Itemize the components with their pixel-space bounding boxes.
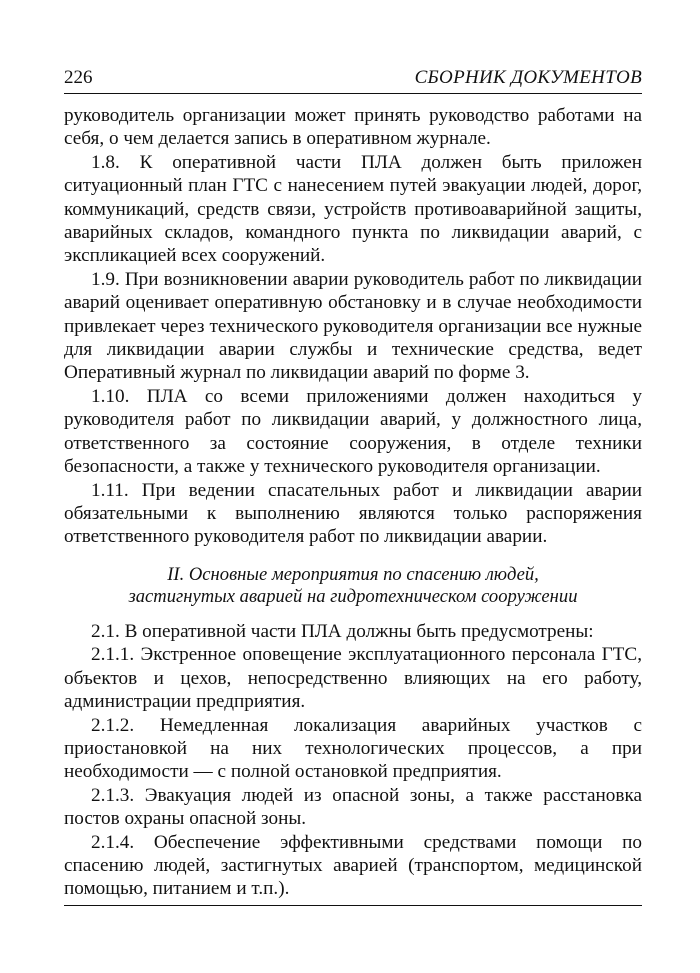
paragraph-2-1-2: 2.1.2. Немедленная локализация аварийных участков с приостановкой на них технологических процессов, а при необходимости — с полной остановкой предприятия. <box>64 714 642 783</box>
paragraph-2-1-1: 2.1.1. Экстренное оповещение эксплуатационного персонала ГТС, объектов и цехов, непосредственно влияющих на его работу, администрации предприятия. <box>64 644 642 713</box>
section-heading <box>64 564 642 609</box>
paragraph-2-1-4: 2.1.4. Обеспечение эффективными средствами помощи по спасению людей, застигнутых аварией (транспортом, медицинской помощью, питанием и т.п.). <box>64 831 642 900</box>
paragraph-continuation: руководитель организации может принять руководство работами на себя, о чем делается запись в оперативном журнале. <box>64 105 642 150</box>
paragraph-2-1: 2.1. В оперативной части ПЛА должны быть предусмотрены: <box>91 620 594 642</box>
page-number: 226 <box>64 67 93 88</box>
section-heading-line-2: застигнутых аварией на гидротехническом сооружении <box>128 586 578 608</box>
paragraph-1-8: 1.8. К оперативной части ПЛА должен быть приложен ситуационный план ГТС с нанесением путей эвакуации людей, дорог, коммуникаций, средств связи, устройств противоаварийной защиты, аварийных складов, командного пункта по ликвидации аварий, с экспликацией всех сооружений. <box>64 151 642 267</box>
paragraph-1-10: 1.10. ПЛА со всеми приложениями должен находиться у руководителя работ по ликвидации аварий, у должностного лица, ответственного за состояние сооружения, в отделе техники безопасности, а также у технического руководителя организации. <box>64 385 642 478</box>
paragraph-1-9: 1.9. При возникновении аварии руководитель работ по ликвидации аварий оценивает оперативную обстановку и в случае необходимости привлекает через технического руководителя организации все нужные для ликвидации аварии службы и технические средства, ведет Оперативный журнал по ликвидации аварий по форме 3. <box>64 268 642 384</box>
running-head-title: СБОРНИК ДОКУМЕНТОВ <box>414 67 642 88</box>
paragraph-2-1-3: 2.1.3. Эвакуация людей из опасной зоны, а также расстановка постов охраны опасной зоны. <box>64 784 642 830</box>
document-page <box>64 66 642 901</box>
section-heading-line-1: II. Основные мероприятия по спасению людей, <box>167 563 539 585</box>
footer-rule <box>64 905 642 906</box>
running-head <box>64 66 642 94</box>
document-body <box>64 104 642 901</box>
paragraph-1-11: 1.11. При ведении спасательных работ и ликвидации аварии обязательными к выполнению являются только распоряжения ответственного руководителя работ по ликвидации аварии. <box>64 479 642 548</box>
